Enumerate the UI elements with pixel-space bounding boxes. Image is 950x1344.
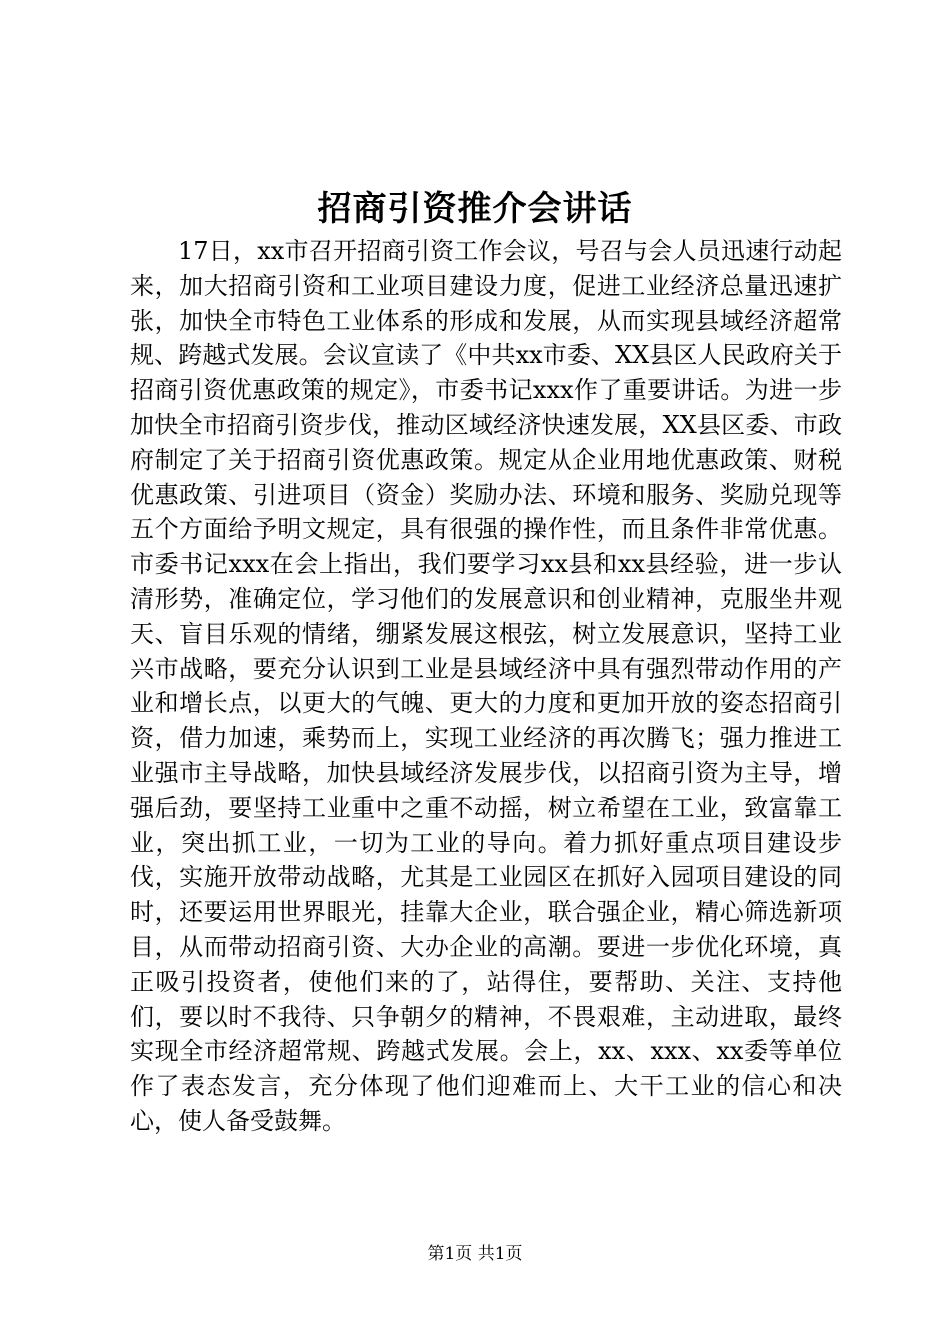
document-title: 招商引资推介会讲话 [317, 189, 633, 229]
document-body-paragraph: 17日，xx市召开招商引资工作会议，号召与会人员迅速行动起来，加大招商引资和工业项目建设力度，促进工业经济总量迅速扩张，加快全市特色工业体系的形成和发展，从而实现县域经济超常规、跨越式发展。会议宣读了《中共xx市委、XX县区人民政府关于招商引资优惠政策的规定》，市委书记xxx作了重要讲话。为进一步加快全市招商引资步伐，推动区域经济快速发展，XX县区委、市政府制定了关于招商引资优惠政策。规定从企业用地优惠政策、财税优惠政策、引进项目（资金）奖励办法、环境和服务、奖励兑现等五个方面给予明文规定，具有很强的操作性，而且条件非常优惠。市委书记xxx在会上指出，我们要学习xx县和xx县经验，进一步认清形势，准确定位，学习他们的发展意识和创业精神，克服坐井观天、盲目乐观的情绪，绷紧发展这根弦，树立发展意识，坚持工业兴市战略，要充分认识到工业是县域经济中具有强烈带动作用的产业和增长点，以更大的气魄、更大的力度和更加开放的姿态招商引资，借力加速，乘势而上，实现工业经济的再次腾飞；强力推进工业强市主导战略，加快县域经济发展步伐，以招商引资为主导，增强后劲，要坚持工业重中之重不动摇，树立希望在工业，致富靠工业，突出抓工业，一切为工业的导向。着力抓好重点项目建设步伐，实施开放带动战略，尤其是工业园区在抓好入园项目建设的同时，还要运用世界眼光，挂靠大企业，联合强企业，精心筛选新项目，从而带动招商引资、大办企业的高潮。要进一步优化环境，真正吸引投资者，使他们来的了，站得住，要帮助、关注、支持他们，要以时不我待、只争朝夕的精神，不畏艰难，主动进取，最终实现全市经济超常规、跨越式发展。会上，xx、xxx、xx委等单位作了表态发言，充分体现了他们迎难而上、大干工业的信心和决心，使人备受鼓舞。 [130, 237, 842, 1135]
page-number-footer: 第1页 共1页 [427, 1244, 523, 1264]
